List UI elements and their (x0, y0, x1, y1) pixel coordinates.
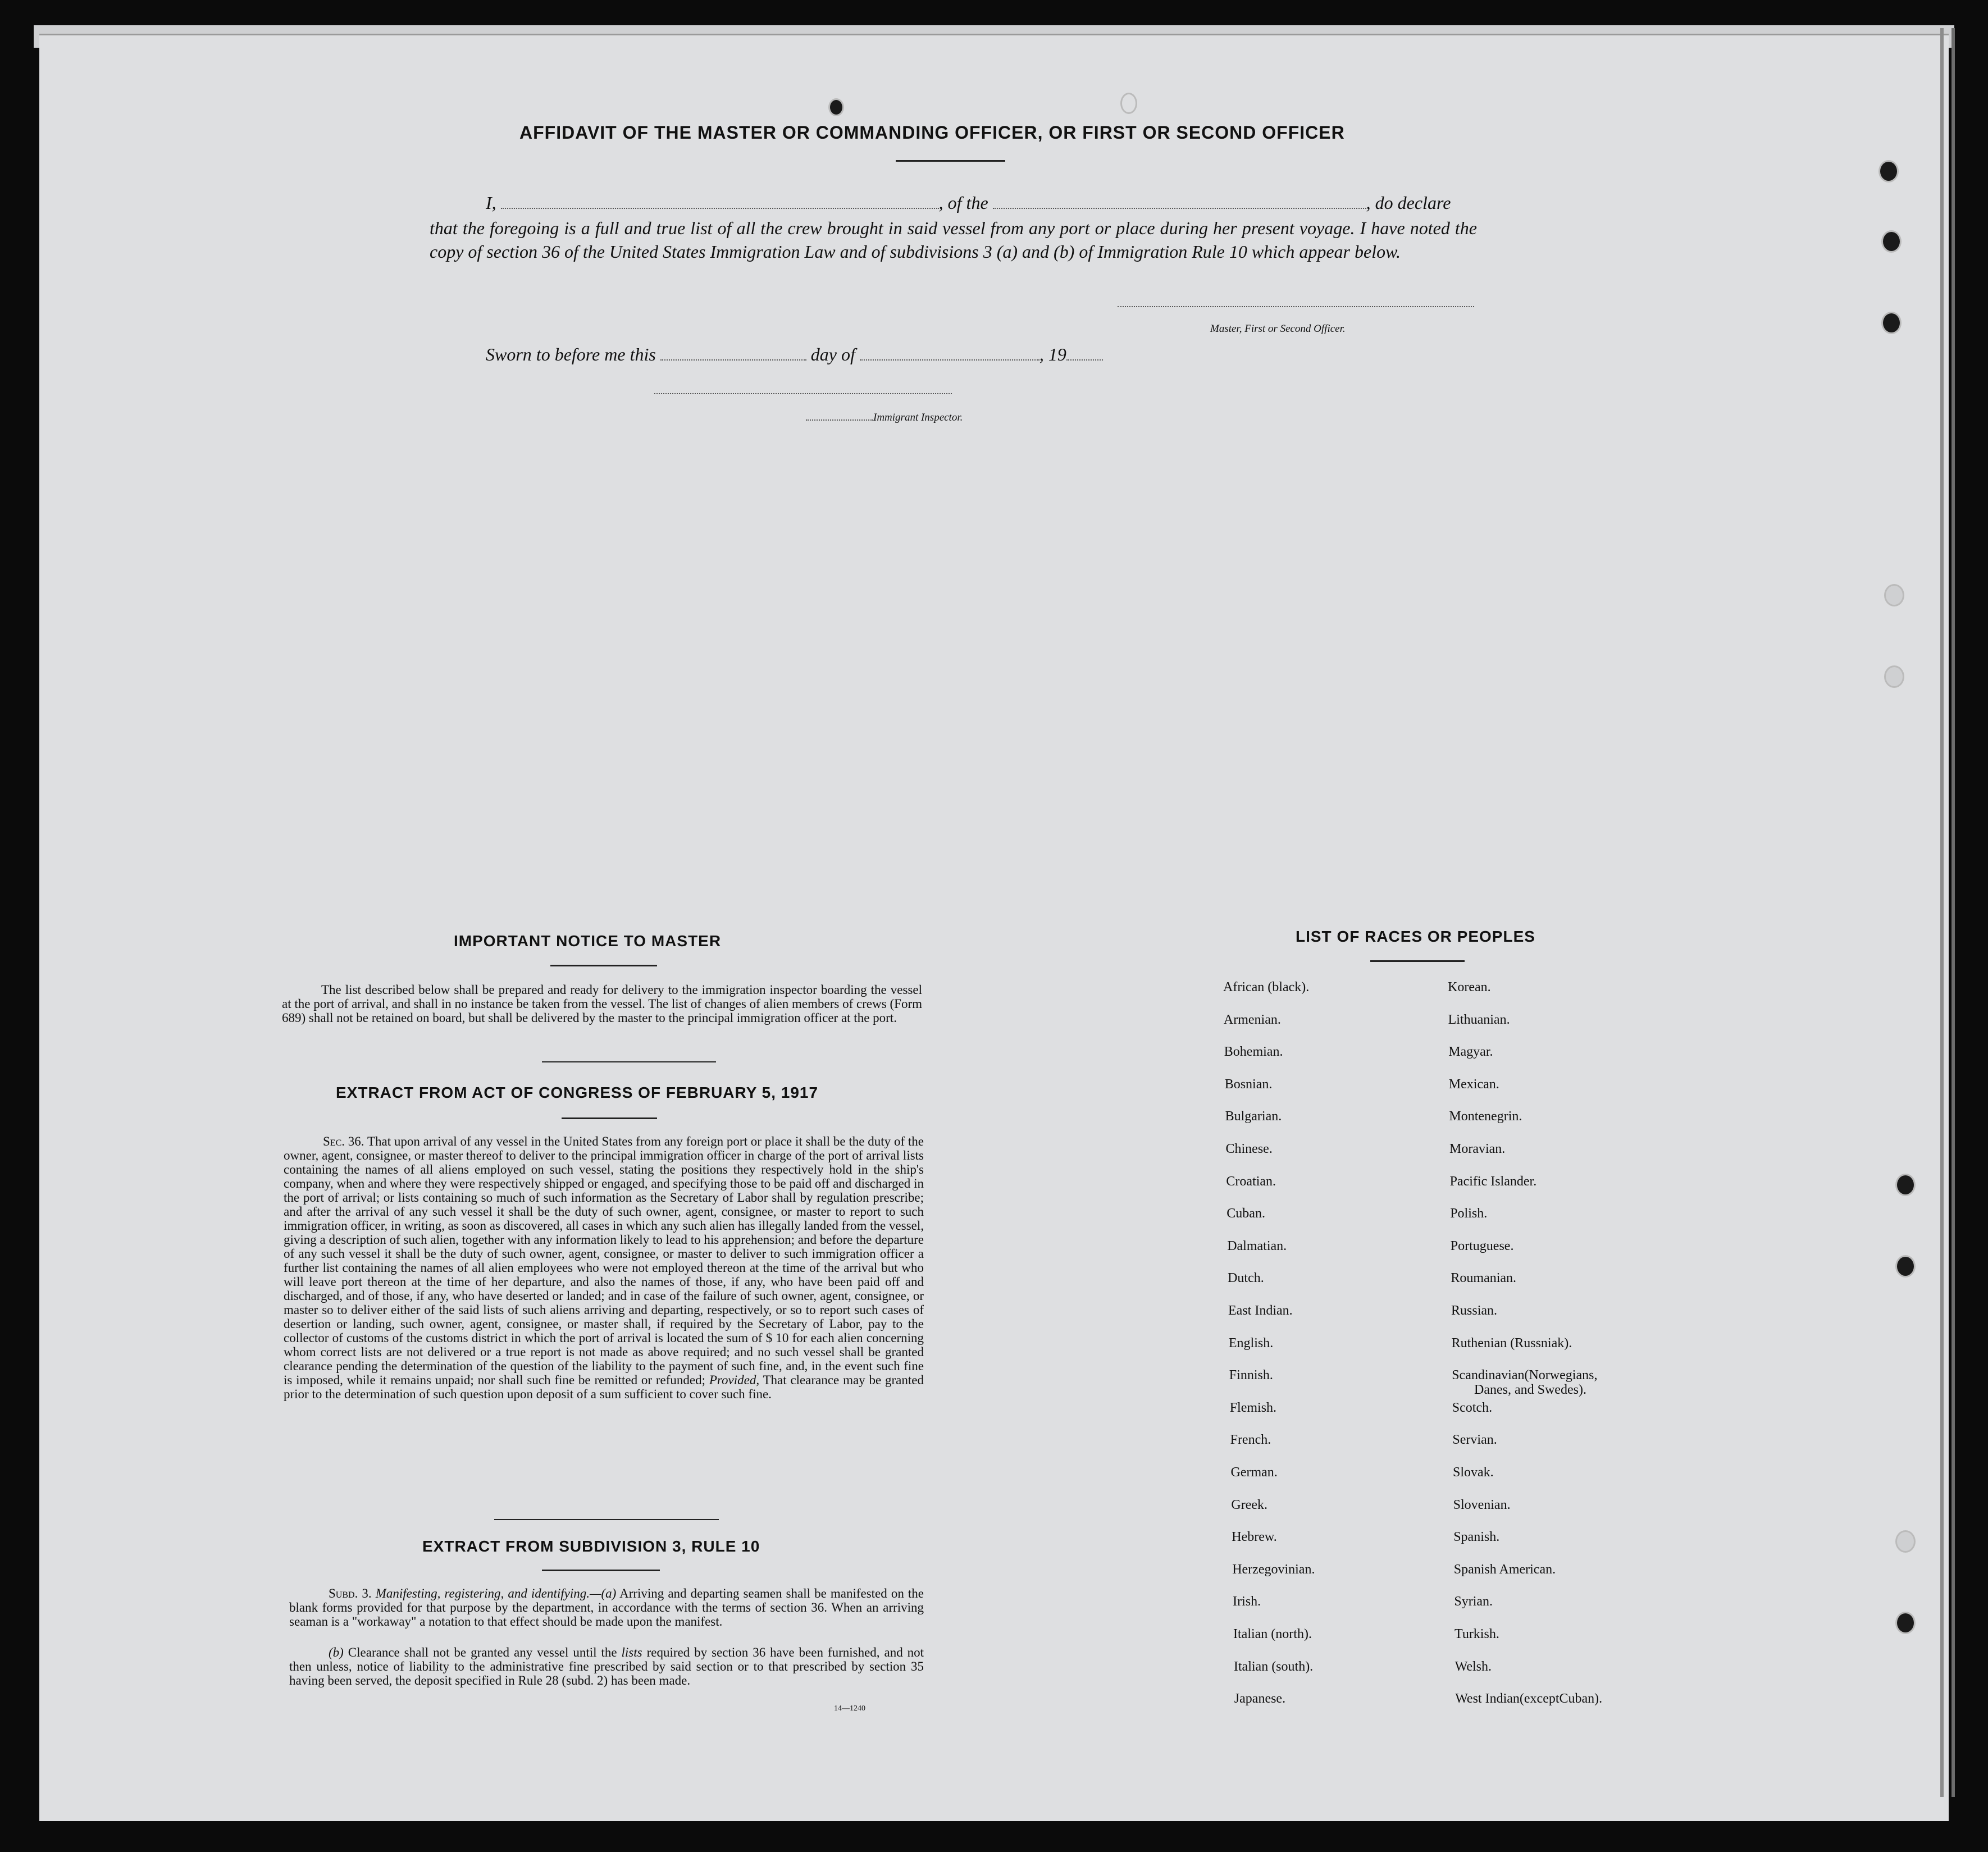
notice-title: IMPORTANT NOTICE TO MASTER (454, 932, 722, 950)
race-item: Italian (north). (1233, 1627, 1312, 1641)
rule-body-b2: required by section 36 have been furnished, and not then unless, notice of liability to the administrative fine prescribed by said section or to that prescribed by section 35 having been served, the deposit specified in Rule 28 (subd. 2) has been made. (289, 1645, 924, 1687)
race-item: Russian. (1451, 1303, 1498, 1318)
divider (1370, 960, 1465, 962)
act-body-end: That clearance may be granted prior to the determination of such question upon deposit of a sum sufficient to cover such fine. (284, 1373, 924, 1401)
binder-hole-icon (1895, 1174, 1916, 1196)
race-item: Servian. (1452, 1433, 1497, 1448)
race-item: German. (1230, 1465, 1278, 1480)
race-item: Hebrew. (1232, 1530, 1277, 1545)
race-item: Irish. (1233, 1594, 1261, 1609)
race-item: Korean. (1448, 980, 1491, 995)
race-item: English. (1228, 1335, 1274, 1351)
document-page (39, 34, 1949, 1821)
race-item: Polish. (1450, 1206, 1488, 1221)
name-blank[interactable] (501, 208, 939, 209)
day-blank[interactable] (660, 359, 806, 361)
race-item: Herzegovinian. (1232, 1562, 1315, 1577)
divider (550, 965, 657, 966)
race-item: Bohemian. (1224, 1044, 1283, 1060)
page-edge-right-2 (1951, 28, 1955, 1797)
race-item: Greek. (1231, 1497, 1268, 1512)
divider (494, 1519, 719, 1520)
divider (896, 160, 1005, 162)
race-item: Mexican. (1448, 1076, 1499, 1092)
binder-hole-icon (1895, 1255, 1916, 1278)
act-body: That upon arrival of any vessel in the United States from any foreign port or place it shall be the duty of the owner, agent, consignee, or master thereof to deliver to the principal immigration officer in charge of the port of arrival lists containing the names of all aliens employed on such vessel, stating the positions they respectively hold in the ship's company, when and where they were respectively shipped or engaged, and specifying those to be paid off and discharged in the port of arrival; or lists containing so much of such information as the Secretary of Labor shall by regulation prescribe; and after the arrival of any such vessel it shall be the duty of such owner, agent, consignee, or master to report to such immigration officer, in writing, as soon as discovered, all cases in which any such alien has illegally landed from the vessel, giving a description of such alien, together with any information likely to lead to his apprehension; and before the departure of any such vessel it shall be the duty of such owner, agent, consignee, or master to deliver to such immigration officer a further list containing the names of all alien employees who were not employed thereon at the time of the arrival but who will leave port thereon at the time of her departure, and also the names of those, if any, who have been paid off and discharged, and of those, if any, who have deserted or landed; and in case of the failure of such owner, agent, consignee, or master so to deliver either of the said lists of such aliens arriving and departing, respectively, or so to report such cases of desertion or landing, such owner, agent, consignee, or master shall, if required by the Secretary of Labor, pay to the collector of customs of the customs district in which the port of arrival is located the sum of $ 10 for each alien concerning whom correct lists are not delivered or a true report is not made as above required; and no such vessel shall be granted clearance pending the determination of the question of the liability to the payment of such fine, and, in the event such fine is imposed, while it remains unpaid; nor shall such fine be remitted or refunded; (284, 1134, 924, 1387)
race-item: East Indian. (1228, 1303, 1293, 1318)
race-item-continued: Danes, and Swedes). (1474, 1383, 1586, 1398)
year-blank[interactable] (1066, 359, 1103, 361)
binder-hole-icon (1878, 160, 1899, 183)
binder-hole-icon (1881, 312, 1902, 334)
race-item: Cuban. (1226, 1206, 1265, 1221)
sworn-text: Sworn to before me this (486, 344, 656, 364)
subd-title: Manifesting, registering, and identifying.—(a) (375, 1586, 617, 1600)
race-item: Dutch. (1228, 1271, 1264, 1286)
race-item: Finnish. (1229, 1368, 1273, 1383)
inspector-label-text: Immigrant Inspector. (873, 412, 963, 423)
punch-hole-icon (1120, 93, 1137, 114)
inspector-dots (806, 419, 873, 421)
race-item: Croatian. (1226, 1174, 1276, 1189)
divider (542, 1061, 716, 1062)
race-item: Flemish. (1229, 1400, 1277, 1415)
race-item: Pacific Islander. (1449, 1174, 1537, 1189)
binder-hole-icon (1895, 1612, 1916, 1634)
binder-hole-icon (1884, 665, 1904, 688)
race-item: Portuguese. (1450, 1238, 1514, 1253)
subd-label: Subd. 3. (329, 1586, 372, 1600)
race-item: Scotch. (1452, 1400, 1493, 1415)
race-item: Bulgarian. (1225, 1109, 1282, 1124)
punch-hole-icon (828, 98, 844, 116)
rule-body-b1: Clearance shall not be granted any vessel until the (348, 1645, 617, 1659)
month-blank[interactable] (860, 359, 1039, 361)
binder-hole-icon (1884, 584, 1904, 606)
declaration-line (486, 193, 1451, 213)
day-of-text: day of (810, 344, 855, 364)
race-item: Welsh. (1454, 1659, 1492, 1674)
act-text (284, 1134, 924, 1401)
race-item: Moravian. (1449, 1142, 1506, 1156)
race-item: Scandinavian(Norwegians, (1452, 1368, 1598, 1383)
race-item: Slovenian. (1453, 1497, 1511, 1512)
lists-word: lists (621, 1645, 642, 1659)
page-edge-right (1940, 28, 1944, 1797)
sec-label: Sec. 36. (323, 1134, 364, 1148)
declaration-i: I, (486, 193, 496, 213)
race-item: Chinese. (1225, 1142, 1273, 1156)
race-item: Spanish American. (1453, 1562, 1556, 1577)
rule-title: EXTRACT FROM SUBDIVISION 3, RULE 10 (422, 1538, 760, 1555)
race-item: Italian (south). (1233, 1659, 1314, 1674)
races-title: LIST OF RACES OR PEOPLES (1296, 928, 1535, 945)
race-item: Lithuanian. (1448, 1012, 1510, 1027)
rule-body-a: Arriving and departing seamen shall be manifested on the blank forms provided for that purpose by the department, in accordance with the terms of section 36. When an arriving seaman is a "workaway" a notation to that effect should be made upon the manifest. (289, 1586, 924, 1629)
sworn-line (486, 344, 1103, 365)
declaration-of: , of the (938, 193, 988, 213)
provided-label: Provided, (709, 1373, 760, 1387)
race-item: Dalmatian. (1227, 1238, 1287, 1253)
race-item: Roumanian. (1451, 1271, 1517, 1286)
signature-blank[interactable] (1118, 306, 1474, 307)
rule-text-b (289, 1645, 924, 1687)
act-title: EXTRACT FROM ACT OF CONGRESS OF FEBRUARY 5, 1917 (336, 1084, 819, 1101)
b-label: (b) (329, 1645, 344, 1659)
race-item: West Indian(exceptCuban). (1455, 1691, 1603, 1707)
race-item: Armenian. (1223, 1012, 1281, 1027)
declaration-declare: , do declare (1366, 193, 1451, 213)
signature-label: Master, First or Second Officer. (1210, 323, 1346, 335)
notice-text: The list described below shall be prepared and ready for delivery to the immigration inspector boarding the vessel at the port of arrival, and shall in no instance be taken from the vessel. The list of changes of alien members of crews (Form 689) shall not be retained on board, but shall be delivered by the master to the principal immigration officer at the port. (282, 983, 922, 1025)
race-item: Montenegrin. (1449, 1109, 1522, 1124)
race-item: Spanish. (1453, 1530, 1500, 1545)
affidavit-title: AFFIDAVIT OF THE MASTER OR COMMANDING OFFICER, OR FIRST OR SECOND OFFICER (519, 122, 1345, 143)
divider (542, 1570, 660, 1571)
binder-hole-icon (1881, 230, 1902, 253)
inspector-signature-blank[interactable] (654, 393, 952, 394)
year-text: , 19 (1039, 344, 1066, 364)
vessel-blank[interactable] (993, 208, 1366, 209)
race-item: Bosnian. (1224, 1076, 1273, 1092)
rule-text-a (289, 1586, 924, 1629)
race-item: French. (1230, 1433, 1271, 1448)
form-number: 14—1240 (834, 1704, 865, 1713)
race-item: Slovak. (1453, 1465, 1494, 1480)
race-item: Ruthenian (Russniak). (1451, 1335, 1572, 1351)
race-item: Turkish. (1454, 1627, 1499, 1641)
divider (562, 1117, 657, 1119)
inspector-label (806, 412, 963, 424)
race-item: African (black). (1223, 980, 1310, 995)
race-item: Japanese. (1234, 1691, 1286, 1707)
race-item: Magyar. (1448, 1044, 1493, 1060)
affidavit-body: that the foregoing is a full and true list of all the crew brought in said vessel from any port or place during her present voyage. I have noted the copy of section 36 of the United States Immigration Law and of subdivisions 3 (a) and (b) of Immigration Rule 10 which appear below. (430, 218, 1477, 262)
race-item: Syrian. (1454, 1594, 1493, 1609)
binder-hole-icon (1895, 1530, 1916, 1553)
